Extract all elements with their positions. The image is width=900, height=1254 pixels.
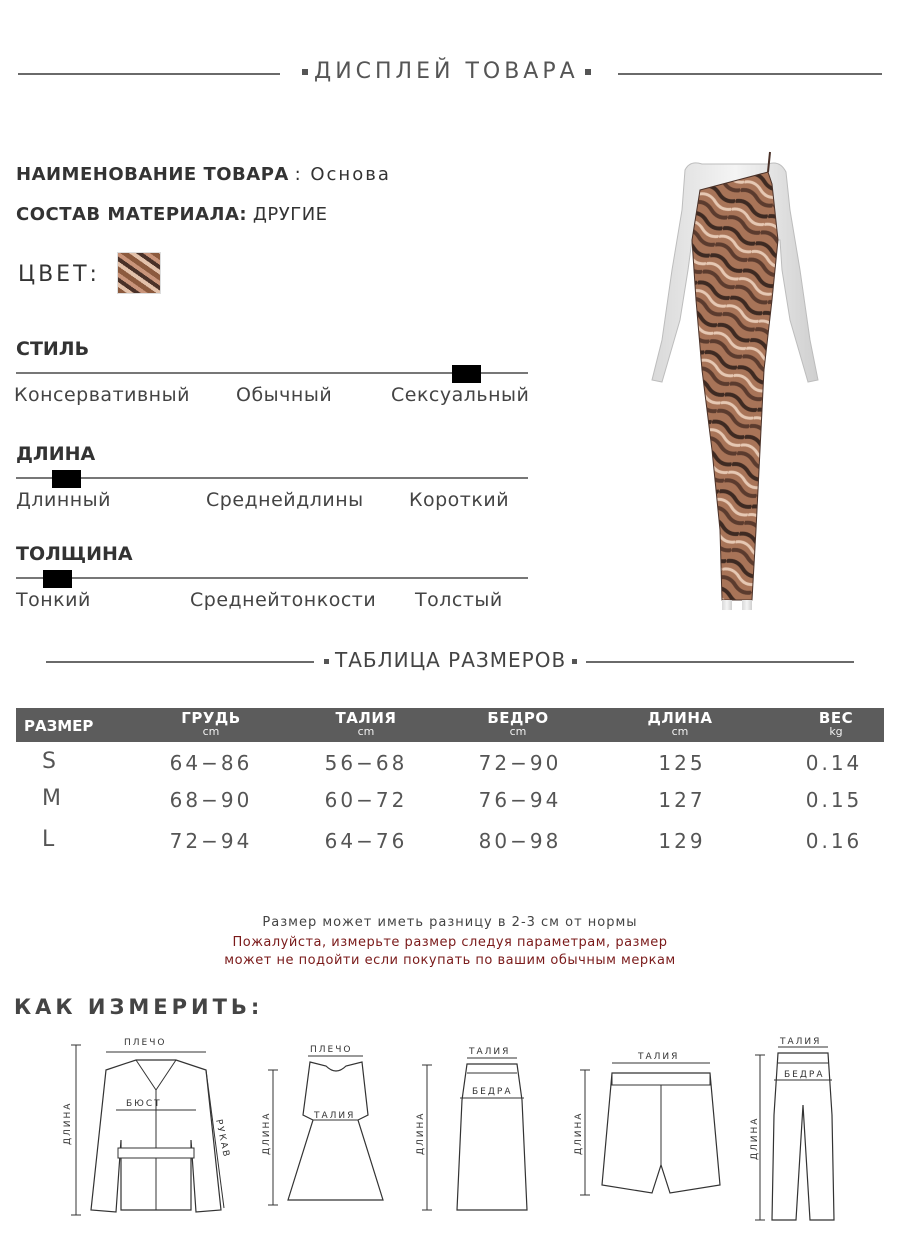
cell-hip: 72−90 [478,751,562,775]
header-title-wrap [296,59,597,84]
row-size: S [42,749,56,774]
material-value: ДРУГИЕ [252,204,328,225]
row-size: M [42,786,61,811]
scale-label-long: Длинный [16,489,112,511]
material-line [16,204,328,225]
scale-label-thin: Тонкий [16,589,91,611]
cell-length: 125 [658,751,706,775]
header-length: ДЛИНА cm [647,709,713,738]
scale-line-thickness [16,577,528,579]
measure-warning-line2: может не подойти если покупать по вашим обычным меркам [224,953,676,968]
cell-length: 127 [658,788,706,812]
square-bullet-icon [585,69,591,75]
scale-label-short: Короткий [409,489,510,511]
size-table-title: ТАБЛИЦА РАЗМЕРОВ [335,648,567,672]
label-waist: ТАЛИЯ [314,1111,356,1121]
pants-diagram [748,1035,858,1225]
cell-waist: 64−76 [324,829,408,853]
product-name-value: : Основа [294,164,391,185]
scale-label-medium-length: Среднейдлины [206,489,364,511]
header-bust: ГРУДЬ cm [181,709,241,738]
cell-waist: 56−68 [324,751,408,775]
scale-marker-style [452,365,481,383]
scale-label-regular: Обычный [236,384,333,406]
size-table-header [16,708,884,742]
measure-warning-line1: Пожалуйста, измерьте размер следуя параметрам, размер [232,935,668,950]
label-waist: ТАЛИЯ [638,1052,680,1062]
cell-hip: 80−98 [478,829,562,853]
cell-bust: 72−94 [169,829,253,853]
jacket-diagram [56,1030,246,1220]
label-length: ДЛИНА [416,1111,426,1155]
label-shoulder: ПЛЕЧО [124,1038,167,1048]
header-size: РАЗМЕР [24,717,94,735]
scale-marker-thickness [43,570,72,588]
cell-waist: 60−72 [324,788,408,812]
header-rule-left [18,73,280,75]
scale-title-thickness: ТОЛЩИНА [16,543,133,565]
product-image[interactable] [640,150,830,610]
scale-label-thick: Толстый [415,589,503,611]
label-length: ДЛИНА [63,1101,73,1145]
product-name-label: НАИМЕНОВАНИЕ ТОВАРА [16,164,289,185]
cell-weight: 0.15 [805,788,863,812]
scale-marker-length [52,470,81,488]
how-to-measure-title: КАК ИЗМЕРИТЬ: [14,995,264,1019]
skirt-diagram [412,1040,562,1220]
square-bullet-icon [572,659,577,664]
label-length: ДЛИНА [750,1116,760,1160]
cell-weight: 0.14 [805,751,863,775]
label-length: ДЛИНА [574,1111,584,1155]
scale-title-length: ДЛИНА [16,443,96,465]
label-hip: БЕДРА [784,1070,825,1080]
row-size: L [42,827,55,852]
header-waist: ТАЛИЯ cm [335,709,397,738]
table-row [16,782,884,818]
label-sleeve: РУКАВ [213,1118,232,1160]
scale-label-medium-thickness: Среднейтонкости [190,589,377,611]
size-title-wrap [318,648,583,672]
product-name-line [16,164,391,185]
cell-bust: 68−90 [169,788,253,812]
shorts-diagram [570,1045,740,1205]
label-hip: БЕДРА [472,1087,513,1097]
material-label: СОСТАВ МАТЕРИАЛА: [16,204,248,225]
label-shoulder: ПЛЕЧО [310,1045,353,1055]
header-hip: БЕДРО cm [487,709,549,738]
scale-title-style: СТИЛЬ [16,338,90,360]
cell-weight: 0.16 [805,829,863,853]
color-label: ЦВЕТ: [18,262,100,287]
header-rule-right [618,73,882,75]
square-bullet-icon [324,659,329,664]
label-bust: БЮСТ [126,1099,162,1109]
color-swatch[interactable] [117,252,161,294]
table-row [16,823,884,859]
size-note: Размер может иметь разницу в 2-3 см от нормы [262,915,638,930]
scale-line-length [16,477,528,479]
size-rule-right [586,661,854,663]
scale-label-conservative: Консервативный [14,384,190,406]
header-weight: ВЕС kg [818,709,854,738]
cell-hip: 76−94 [478,788,562,812]
cell-length: 129 [658,829,706,853]
table-row [16,745,884,781]
cell-bust: 64−86 [169,751,253,775]
label-length: ДЛИНА [262,1111,272,1155]
scale-label-sexy: Сексуальный [391,384,530,406]
size-rule-left [46,661,314,663]
dress-diagram [258,1040,408,1220]
square-bullet-icon [302,69,308,75]
label-waist: ТАЛИЯ [780,1037,822,1047]
label-waist: ТАЛИЯ [469,1047,511,1057]
measure-warning [0,934,900,970]
page-title: ДИСПЛЕЙ ТОВАРА [314,59,579,84]
